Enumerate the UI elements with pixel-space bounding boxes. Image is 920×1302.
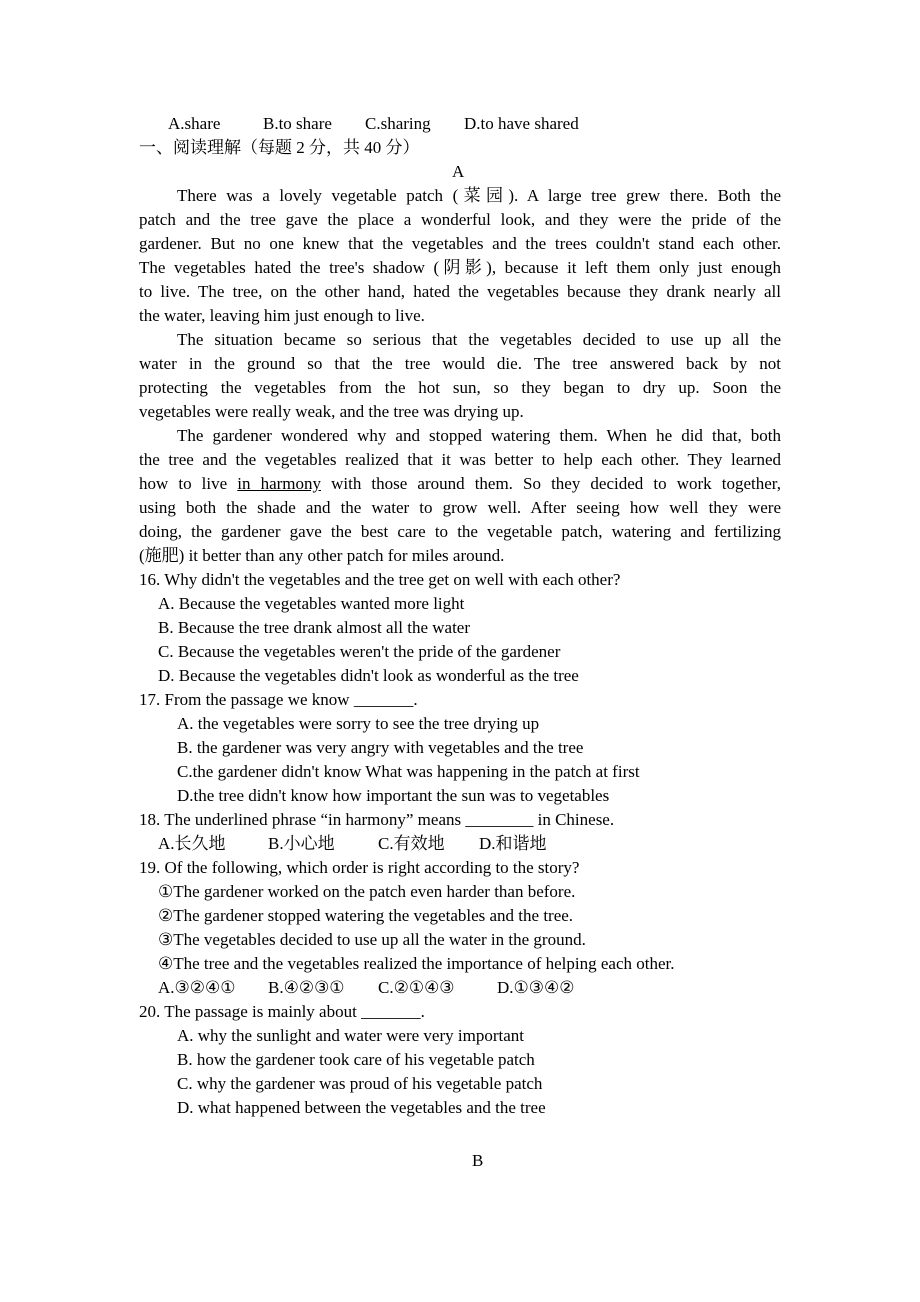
q16-option-d: D. Because the vegetables didn't look as wonderful as the tree — [158, 666, 579, 685]
q19-option-d: D.①③④② — [497, 978, 575, 997]
q19-statement-4: ④The tree and the vegetables realized the importance of helping each other. — [158, 954, 675, 973]
q16-option-a: A. Because the vegetables wanted more light — [158, 594, 465, 613]
q19-option-c: C.②①④③ — [378, 978, 455, 997]
q20-stem: 20. The passage is mainly about _______. — [139, 1002, 425, 1021]
q19-option-a: A.③②④① — [158, 978, 236, 997]
q20-option-d: D. what happened between the vegetables and the tree — [177, 1098, 546, 1117]
passage-a-label: A — [452, 162, 465, 181]
line3-text-before: how to live — [139, 474, 238, 493]
passage-a-p1-line2: patch and the tree gave the place a wonderful look, and they were the pride of the — [139, 210, 781, 229]
q16-stem: 16. Why didn't the vegetables and the tree get on well with each other? — [139, 570, 621, 589]
passage-a-p3-line1: The gardener wondered why and stopped watering them. When he did that, both — [177, 426, 781, 445]
passage-a-p3-line6: (施肥) it better than any other patch for miles around. — [139, 546, 505, 565]
underlined-phrase: in harmony — [237, 474, 322, 493]
passage-a-p2-line1: The situation became so serious that the vegetables decided to use up all the — [177, 330, 781, 349]
q20-option-c: C. why the gardener was proud of his vegetable patch — [177, 1074, 543, 1093]
q17-option-b: B. the gardener was very angry with vegetables and the tree — [177, 738, 584, 757]
q19-statement-1: ①The gardener worked on the patch even harder than before. — [158, 882, 576, 901]
option-a: A.share — [168, 114, 221, 133]
q20-option-a: A. why the sunlight and water were very important — [177, 1026, 524, 1045]
q19-option-b: B.④②③① — [268, 978, 345, 997]
passage-a-p3-line3 — [139, 472, 781, 496]
q16-option-c: C. Because the vegetables weren't the pride of the gardener — [158, 642, 561, 661]
line3-text-after: with those around them. So they decided to work together, — [321, 474, 781, 493]
passage-a-p2-line3: protecting the vegetables from the hot sun, so they began to dry up. Soon the — [139, 378, 781, 397]
q19-statement-2: ②The gardener stopped watering the vegetables and the tree. — [158, 906, 574, 925]
passage-a-p1-line6: the water, leaving him just enough to live. — [139, 306, 425, 325]
q18-options — [158, 832, 547, 856]
passage-b-label: B — [472, 1151, 484, 1170]
q17-option-a: A. the vegetables were sorry to see the tree drying up — [177, 714, 540, 733]
option-d: D.to have shared — [464, 114, 579, 133]
passage-a-p1-line5: to live. The tree, on the other hand, hated the vegetables because they drank nearly all — [139, 282, 781, 301]
section-heading: 一、阅读理解（每题 2 分，共 40 分） — [139, 138, 420, 157]
q18-option-a: A.长久地 — [158, 834, 226, 853]
q19-options — [158, 976, 575, 1000]
q19-stem: 19. Of the following, which order is right according to the story? — [139, 858, 580, 877]
q19-statement-3: ③The vegetables decided to use up all the water in the ground. — [158, 930, 586, 949]
q18-option-b: B.小心地 — [268, 834, 335, 853]
q18-stem: 18. The underlined phrase “in harmony” means ________ in Chinese. — [139, 810, 615, 829]
passage-a-p3-line5: doing, the gardener gave the best care to the vegetable patch, watering and fertilizing — [139, 522, 781, 541]
previous-question-options — [168, 112, 579, 136]
q18-option-c: C.有效地 — [378, 834, 445, 853]
q17-stem: 17. From the passage we know _______. — [139, 690, 418, 709]
option-c: C.sharing — [365, 114, 431, 133]
q16-option-b: B. Because the tree drank almost all the water — [158, 618, 471, 637]
q17-option-d: D.the tree didn't know how important the sun was to vegetables — [177, 786, 610, 805]
option-b: B.to share — [263, 114, 332, 133]
passage-a-p3-line4: using both the shade and the water to grow well. After seeing how well they were — [139, 498, 781, 517]
passage-a-p1-line1: There was a lovely vegetable patch (菜园). A large tree grew there. Both the — [177, 186, 781, 205]
q20-option-b: B. how the gardener took care of his vegetable patch — [177, 1050, 535, 1069]
passage-a-p3-line2: the tree and the vegetables realized that it was better to help each other. They learned — [139, 450, 781, 469]
passage-a-p1-line3: gardener. But no one knew that the vegetables and the trees couldn't stand each other. — [139, 234, 781, 253]
passage-a-p2-line4: vegetables were really weak, and the tree was drying up. — [139, 402, 524, 421]
passage-a-p2-line2: water in the ground so that the tree would die. The tree answered back by not — [139, 354, 781, 373]
q17-option-c: C.the gardener didn't know What was happening in the patch at first — [177, 762, 640, 781]
q18-option-d: D.和谐地 — [479, 834, 547, 853]
passage-a-p1-line4: The vegetables hated the tree's shadow (阴影), because it left them only just enough — [139, 258, 781, 277]
